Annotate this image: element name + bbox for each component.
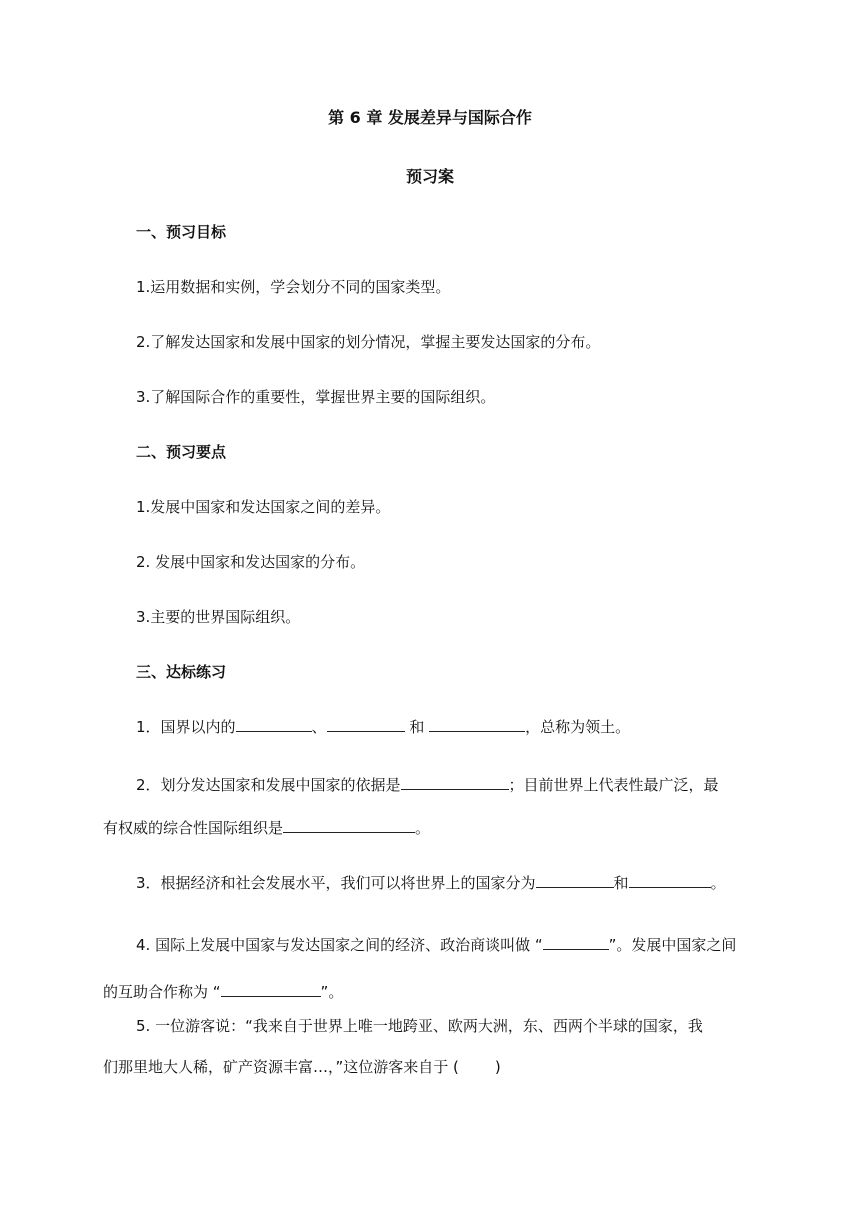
exercise-question-4 xyxy=(136,935,736,955)
answer-blank[interactable] xyxy=(401,775,509,790)
section-heading-exercises: 三、达标练习 xyxy=(136,663,227,681)
answer-blank[interactable] xyxy=(629,873,711,888)
question-text: ) xyxy=(494,1058,501,1076)
goal-item: 3.了解国际合作的重要性，掌握世界主要的国际组织。 xyxy=(136,388,496,406)
exercise-question-1 xyxy=(136,717,630,737)
question-text: 的互助合作称为 “ xyxy=(103,983,221,1001)
exercise-question-3 xyxy=(136,873,726,893)
document-title: 第 6 章 发展差异与国际合作 xyxy=(328,108,532,127)
exercise-question-4-cont xyxy=(103,982,343,1002)
question-text: 4. 国际上发展中国家与发达国家之间的经济、政治商谈叫做 “ xyxy=(136,936,543,954)
answer-blank[interactable] xyxy=(283,818,415,833)
question-text: 。 xyxy=(415,819,431,837)
question-text: 们那里地大人稀，矿产资源丰富…，”这位游客来自于 ( xyxy=(103,1058,459,1076)
answer-blank[interactable] xyxy=(236,717,312,732)
question-text: 和 xyxy=(404,718,430,736)
question-text: 、 xyxy=(311,718,327,736)
answer-blank[interactable] xyxy=(221,982,321,997)
goal-item: 2.了解发达国家和发展中国家的划分情况，掌握主要发达国家的分布。 xyxy=(136,333,601,351)
goal-item: 1.运用数据和实例，学会划分不同的国家类型。 xyxy=(136,278,451,296)
question-text: 有权威的综合性国际组织是 xyxy=(103,819,284,837)
keypoint-item: 1.发展中国家和发达国家之间的差异。 xyxy=(136,498,391,516)
exercise-question-2-cont xyxy=(103,818,430,838)
answer-blank[interactable] xyxy=(536,873,614,888)
question-text: 5. 一位游客说：“我来自于世界上唯一地跨亚、欧两大洲，东、西两个半球的国家，我 xyxy=(136,1017,703,1035)
exercise-question-5-cont xyxy=(103,1057,501,1077)
question-text: 2．划分发达国家和发展中国家的依据是 xyxy=(136,776,401,794)
question-text: 。 xyxy=(710,874,726,892)
question-text: 和 xyxy=(613,874,629,892)
answer-blank[interactable] xyxy=(327,717,405,732)
question-text: 3．根据经济和社会发展水平，我们可以将世界上的国家分为 xyxy=(136,874,536,892)
section-heading-goals: 一、预习目标 xyxy=(136,223,227,241)
question-text: ”。 xyxy=(320,983,344,1001)
question-text: ；目前世界上代表性最广泛，最 xyxy=(508,776,719,794)
section-heading-keypoints: 二、预习要点 xyxy=(136,443,227,461)
answer-blank[interactable] xyxy=(543,935,609,950)
question-text: ”。发展中国家之间 xyxy=(608,936,737,954)
question-text: ，总称为领土。 xyxy=(525,718,631,736)
question-text: 1．国界以内的 xyxy=(136,718,236,736)
keypoint-item: 2. 发展中国家和发达国家的分布。 xyxy=(136,553,366,571)
document-subtitle: 预习案 xyxy=(405,167,454,186)
answer-blank[interactable] xyxy=(429,717,525,732)
keypoint-item: 3.主要的世界国际组织。 xyxy=(136,608,301,626)
exercise-question-2 xyxy=(136,775,719,795)
exercise-question-5 xyxy=(136,1016,703,1036)
